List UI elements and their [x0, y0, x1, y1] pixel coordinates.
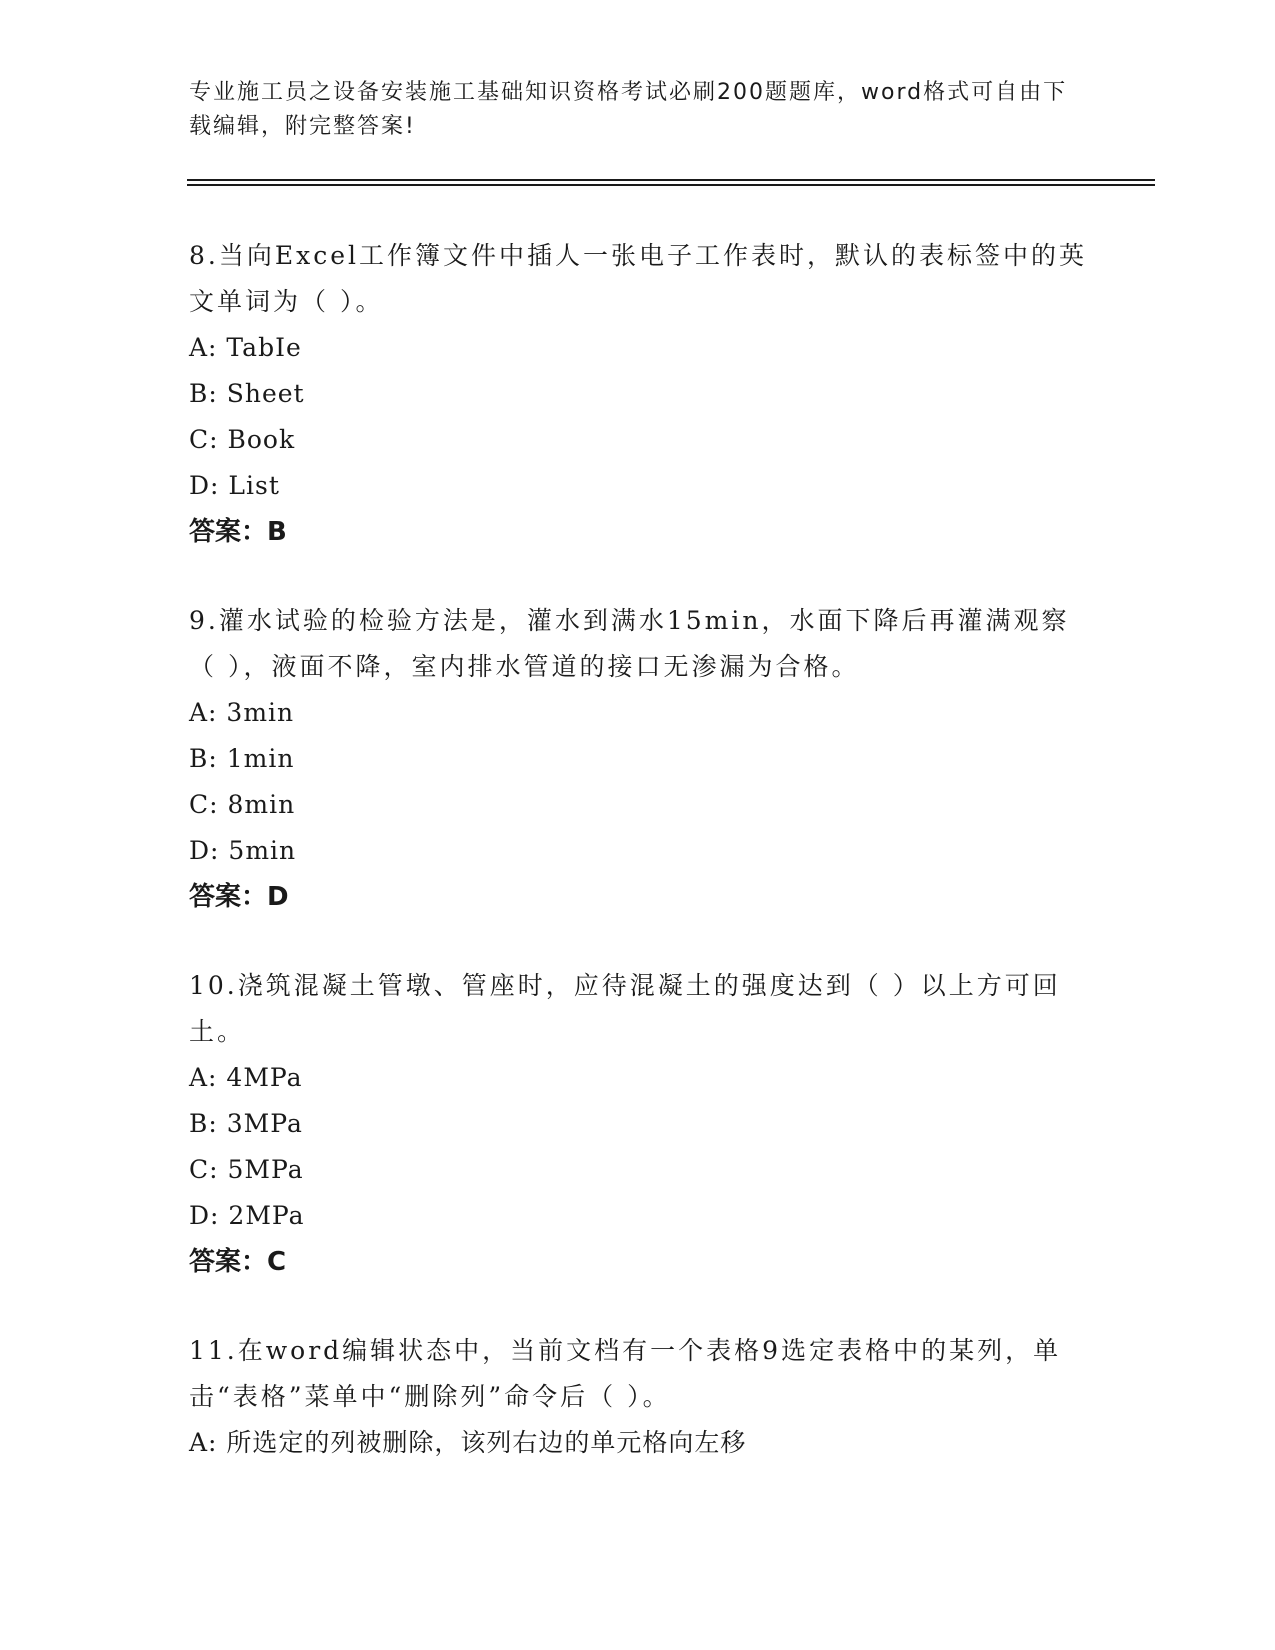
option-a: A: 3min: [189, 698, 295, 727]
header-divider-bottom: [187, 184, 1155, 186]
option-a: A: 所选定的列被删除，该列右边的单元格向左移: [189, 1428, 747, 1457]
option-c: C: 5MPa: [189, 1155, 304, 1184]
option-b: B: Sheet: [189, 379, 305, 408]
option-b: B: 3MPa: [189, 1109, 303, 1138]
document-header: 专业施工员之设备安装施工基础知识资格考试必刷200题题库，word格式可自由下载编辑，附完整答案!: [189, 80, 1068, 139]
question-11: [189, 1328, 1089, 1466]
question-stem: 10.浇筑混凝土管墩、管座时，应待混凝土的强度达到（ ）以上方可回土。: [189, 971, 1061, 1046]
question-10: [189, 963, 1089, 1285]
question-8: [189, 233, 1089, 555]
question-9: [189, 598, 1089, 920]
answer: 答案：C: [189, 1247, 287, 1277]
header-divider-top: [187, 179, 1155, 181]
option-d: D: List: [189, 471, 280, 500]
option-a: A: TabIe: [189, 333, 302, 362]
option-d: D: 2MPa: [189, 1201, 305, 1230]
option-c: C: Book: [189, 425, 296, 454]
question-stem: 8.当向Excel工作簿文件中插人一张电子工作表时，默认的表标签中的英文单词为（ ）。: [189, 241, 1087, 316]
option-c: C: 8min: [189, 790, 296, 819]
answer: 答案：D: [189, 882, 289, 912]
option-d: D: 5min: [189, 836, 297, 865]
answer: 答案：B: [189, 517, 287, 547]
option-a: A: 4MPa: [189, 1063, 303, 1092]
option-b: B: 1min: [189, 744, 295, 773]
question-stem: 9.灌水试验的检验方法是，灌水到满水15min，水面下降后再灌满观察（ ），液面不降，室内排水管道的接口无渗漏为合格。: [189, 606, 1070, 681]
question-stem: 11.在word编辑状态中，当前文档有一个表格9选定表格中的某列，单击“表格”菜单中“删除列”命令后（ ）。: [189, 1336, 1062, 1411]
